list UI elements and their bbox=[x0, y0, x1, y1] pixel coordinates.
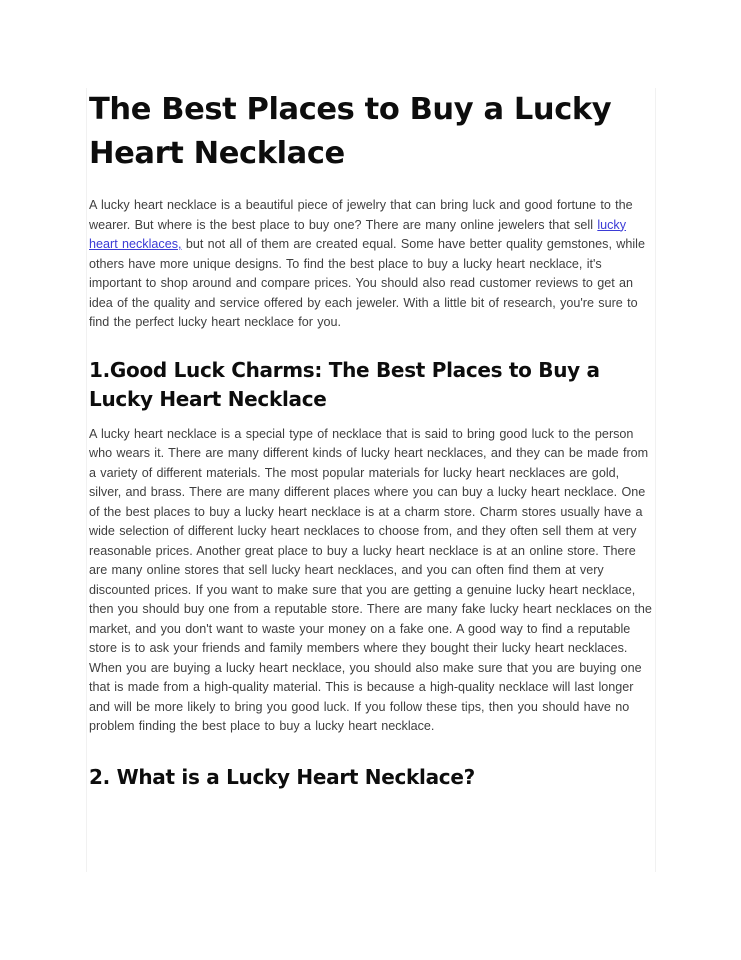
section-heading-what-is: 2. What is a Lucky Heart Necklace? bbox=[89, 764, 475, 789]
lucky-heart-necklaces-link[interactable]: lucky heart necklaces, bbox=[89, 217, 627, 251]
intro-text-before-link: A lucky heart necklace is a beautiful piece of jewelry that can bring luck and good fortune to the wearer. But where is the best place to buy one? There are many online jewelers that sell bbox=[89, 198, 633, 232]
intro-paragraph bbox=[87, 196, 655, 333]
section-heading-good-luck-charms: 1.Good Luck Charms: The Best Places to Buy a Lucky Heart Necklace bbox=[89, 357, 600, 411]
article-title: The Best Places to Buy a Lucky Heart Necklace bbox=[89, 92, 612, 171]
document-page bbox=[86, 88, 656, 872]
intro-text-after-link: but not all of them are created equal. Some have better quality gemstones, while others have more unique designs. To find the best place to buy a lucky heart necklace, it's important to shop around and compare prices. You should also read customer reviews to get an idea of the quality and service offered by each jeweler. With a little bit of research, you're sure to find the perfect lucky heart necklace for you. bbox=[89, 237, 645, 329]
section-body-good-luck-charms: A lucky heart necklace is a special type of necklace that is said to bring good luck to the person who wears it. There are many different kinds of lucky heart necklaces, and they can be made from a variety of different materials. The most popular materials for lucky heart necklaces are gold, silver, and brass. There are many different places where you can buy a lucky heart necklace. One of the best places to buy a lucky heart necklace is at a charm store. Charm stores usually have a wide selection of different lucky heart necklaces to choose from, and they often sell them at very reasonable prices. Another great place to buy a lucky heart necklace is at an online store. There are many online stores that sell lucky heart necklaces, and you can often find them at very discounted prices. If you want to make sure that you are getting a genuine lucky heart necklace, then you should buy one from a reputable store. There are many fake lucky heart necklaces on the market, and you don't want to waste your money on a fake one. A good way to find a reputable store is to ask your friends and family members where they bought their lucky heart necklaces. When you are buying a lucky heart necklace, you should also make sure that you are buying one that is made from a high-quality material. This is because a high-quality necklace will last longer and will be more likely to bring you good luck. If you follow these tips, then you should have no problem finding the best place to buy a lucky heart necklace. bbox=[89, 426, 652, 733]
